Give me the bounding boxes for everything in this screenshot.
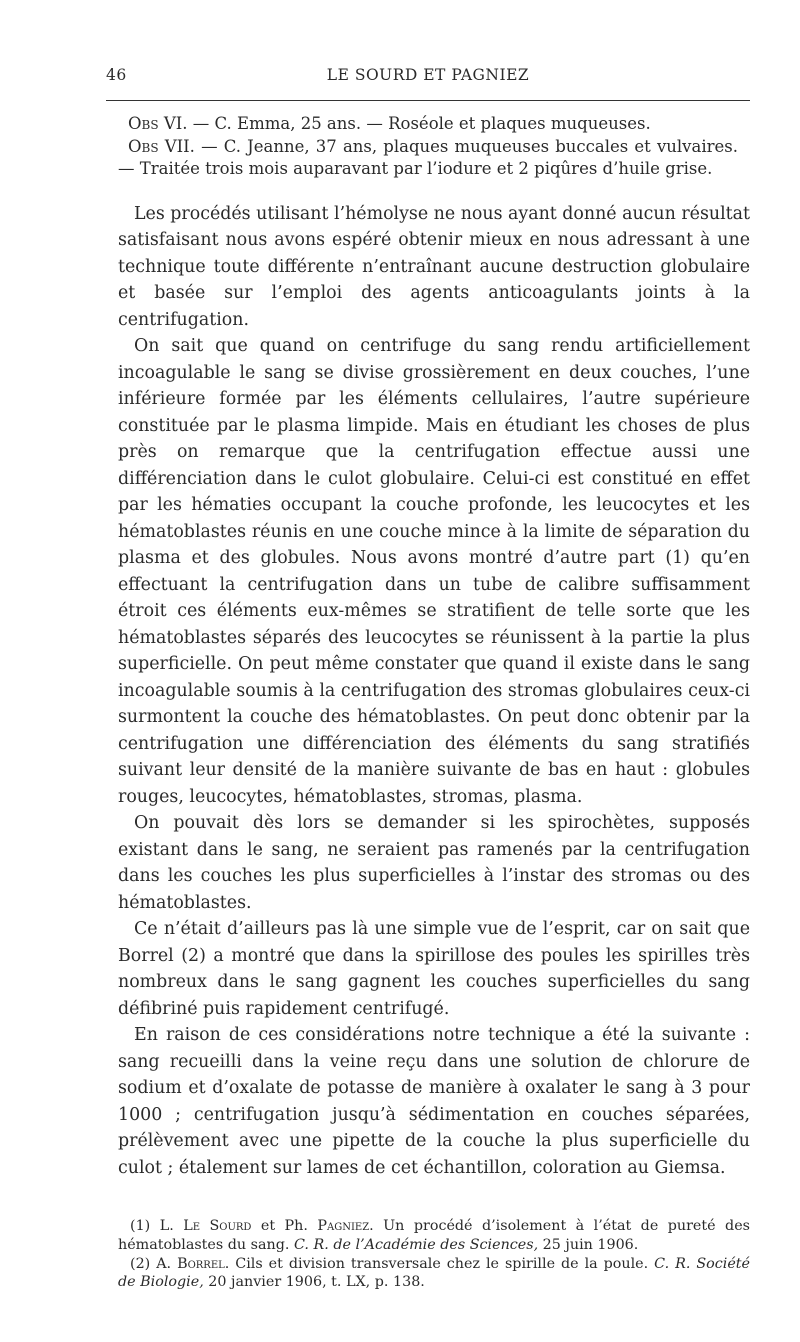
body-text: [118, 201, 750, 1182]
page: [106, 60, 750, 1292]
footnote-1: (1) L. Le Sourd et Ph. Pagniez. Un procédé d’isolement à l’état de pureté des hématoblastes du sang. C. R. de l’Académie des Sciences, 25 juin 1906.: [118, 1218, 750, 1253]
page-number: 46: [106, 66, 127, 84]
paragraph: En raison de ces considérations notre technique a été la suivante : sang recueilli dans la veine reçu dans une solution de chlorure de sodium et d’oxalate de potasse de manière à oxalater le sang à 3 pour 1000 ; centrifugation jusqu’à sédimentation en couches séparées, prélèvement avec une pipette de la couche la plus superficielle du culot ; étalement sur lames de cet échantillon, coloration au Giemsa.: [118, 1025, 750, 1178]
footnote-2: (2) A. Borrel. Cils et division transversale chez le spirille de la poule. C. R. Société de Biologie, 20 janvier 1906, t. LX, p. 138.: [118, 1255, 750, 1291]
paragraph: On sait que quand on centrifuge du sang rendu artificiellement incoagulable le sang se divise grossièrement en deux couches, l’une inférieure formée par les éléments cellulaires, l’autre supérieure constituée par le plasma limpide. Mais en étudiant les choses de plus près on remarque que la centrifugation effectue aussi une différenciation dans le culot globulaire. Celui-ci est constitué en effet par les hématies occupant la couche profonde, les leucocytes et les hématoblastes réunis en une couche mince à la limite de séparation du plasma et des globules. Nous avons montré d’autre part (1) qu’en effectuant la centrifugation dans un tube de calibre suffisamment étroit ces éléments eux-mêmes se stratifient de telle sorte que les hématoblastes séparés des leucocytes se réunissent à la partie la plus superficielle. On peut même constater que quand il existe dans le sang incoagulable soumis à la centrifugation des stromas globulaires ceux-ci surmontent la couche des hématoblastes. On peut donc obtenir par la centrifugation une différenciation des éléments du sang stratifiés suivant leur densité de la manière suivante de bas en haut : globules rouges, leucocytes, hématoblastes, stromas, plasma.: [118, 336, 750, 807]
paragraph: Les procédés utilisant l’hémolyse ne nous ayant donné aucun résultat satisfaisant nous avons espéré obtenir mieux en nous adressant à une technique toute différente n’entraînant aucune destruction globulaire et basée sur l’emploi des agents anticoagulants joints à la centrifugation.: [118, 203, 750, 330]
running-head: [106, 60, 750, 86]
header-rule: [106, 100, 750, 101]
observations: [118, 113, 738, 181]
footnotes: [118, 1217, 750, 1292]
observation-vi: Obs VI. — C. Emma, 25 ans. — Roséole et plaques muqueuses.: [128, 114, 651, 133]
paragraph: On pouvait dès lors se demander si les spirochètes, supposés existant dans le sang, ne seraient pas ramenés par la centrifugation dans les couches les plus superficielles à l’instar des stromas ou des hématoblastes.: [118, 813, 750, 913]
running-title: LE SOURD ET PAGNIEZ: [326, 66, 530, 84]
observation-vii: Obs VII. — C. Jeanne, 37 ans, plaques muqueuses buccales et vulvaires. — Traitée trois mois auparavant par l’iodure et 2 piqûres d’huile grise.: [118, 136, 738, 178]
paragraph: Ce n’était d’ailleurs pas là une simple vue de l’esprit, car on sait que Borrel (2) a montré que dans la spirillose des poules les spirilles très nombreux dans le sang gagnent les couches superficielles du sang défibriné puis rapidement centrifugé.: [118, 919, 750, 1019]
